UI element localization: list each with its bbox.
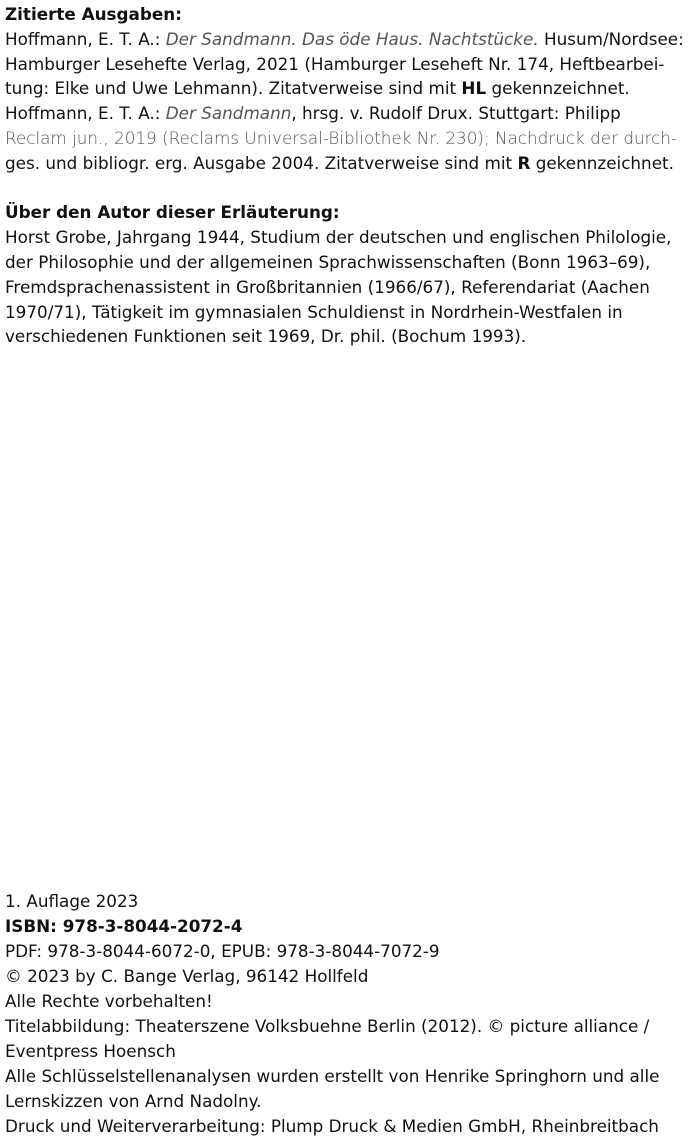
editions-heading: Zitierte Ausgaben: [5,4,182,24]
edition-1-citation-note: tung: Elke und Uwe Lehmann). Zitatverweise sind mit [5,78,462,99]
edition-1-citation-code: HL [461,78,487,99]
edition-2-title: Der Sandmann [165,103,292,124]
imprint-analysis-credit-cont: Lernskizzen von Arnd Nadolny. [5,1091,262,1111]
author-bio-line: verschiedenen Funktionen seit 1969, Dr. phil. (Bochum 1993). [5,326,527,347]
author-heading: Über den Autor dieser Erläuterung: [5,202,340,223]
front-matter [5,2,700,349]
edition-2-line-3 [5,151,700,176]
imprint-isbn: ISBN: 978-3-8044-2072-4 [5,916,243,936]
edition-1-author: Hoffmann, E. T. A.: [5,28,166,49]
edition-1-line-1 [5,27,700,52]
imprint [5,889,700,1139]
edition-1-citation-suffix: gekennzeichnet. [486,78,630,99]
author-bio-line: 1970/71), Tätigkeit im gymnasialen Schuldienst in Nordrhein-Westfalen in [5,301,623,322]
edition-2-author: Hoffmann, E. T. A.: [5,103,166,124]
edition-2-publisher: , hrsg. v. Rudolf Drux. Stuttgart: Philipp [291,103,621,124]
imprint-analysis-credit: Alle Schlüsselstellenanalysen wurden erstellt von Henrike Springhorn und alle [5,1066,660,1086]
imprint-printer: Druck und Weiterverarbeitung: Plump Druck & Medien GmbH, Rheinbreitbach [5,1116,659,1136]
edition-2-citation-note: ges. und bibliogr. erg. Ausgabe 2004. Zitatverweise sind mit [5,152,518,173]
imprint-rights: Alle Rechte vorbehalten! [5,991,213,1011]
edition-1-title: Der Sandmann. Das öde Haus. Nachtstücke. [165,28,539,49]
imprint-edition: 1. Auflage 2023 [5,891,139,911]
edition-2-line-2: Reclam jun., 2019 (Reclams Universal-Bibliothek Nr. 230); Nachdruck der durch- [5,127,678,148]
edition-1-place: Husum/Nordsee: [538,28,684,49]
imprint-copyright: © 2023 by C. Bange Verlag, 96142 Hollfeld [5,966,369,986]
edition-2-line-1 [5,101,700,126]
edition-1-line-3 [5,76,700,101]
author-bio-line: Fremdsprachenassistent in Großbritannien (1966/67), Referendariat (Aachen [5,276,650,297]
edition-1-line-2: Hamburger Lesehefte Verlag, 2021 (Hamburger Leseheft Nr. 174, Heftbearbei- [5,53,665,74]
edition-2-citation-suffix: gekennzeichnet. [530,152,674,173]
imprint-cover-credit-cont: Eventpress Hoensch [5,1041,176,1061]
author-bio-line: Horst Grobe, Jahrgang 1944, Studium der deutschen und englischen Philologie, [5,227,672,248]
imprint-ebook-isbn: PDF: 978-3-8044-6072-0, EPUB: 978-3-8044-7072-9 [5,941,440,961]
imprint-cover-credit: Titelabbildung: Theaterszene Volksbuehne Berlin (2012). © picture alliance / [5,1016,650,1036]
author-bio-line: der Philosophie und der allgemeinen Sprachwissenschaften (Bonn 1963–69), [5,251,651,272]
section-spacer [5,176,700,201]
edition-2-citation-code: R [517,152,531,173]
